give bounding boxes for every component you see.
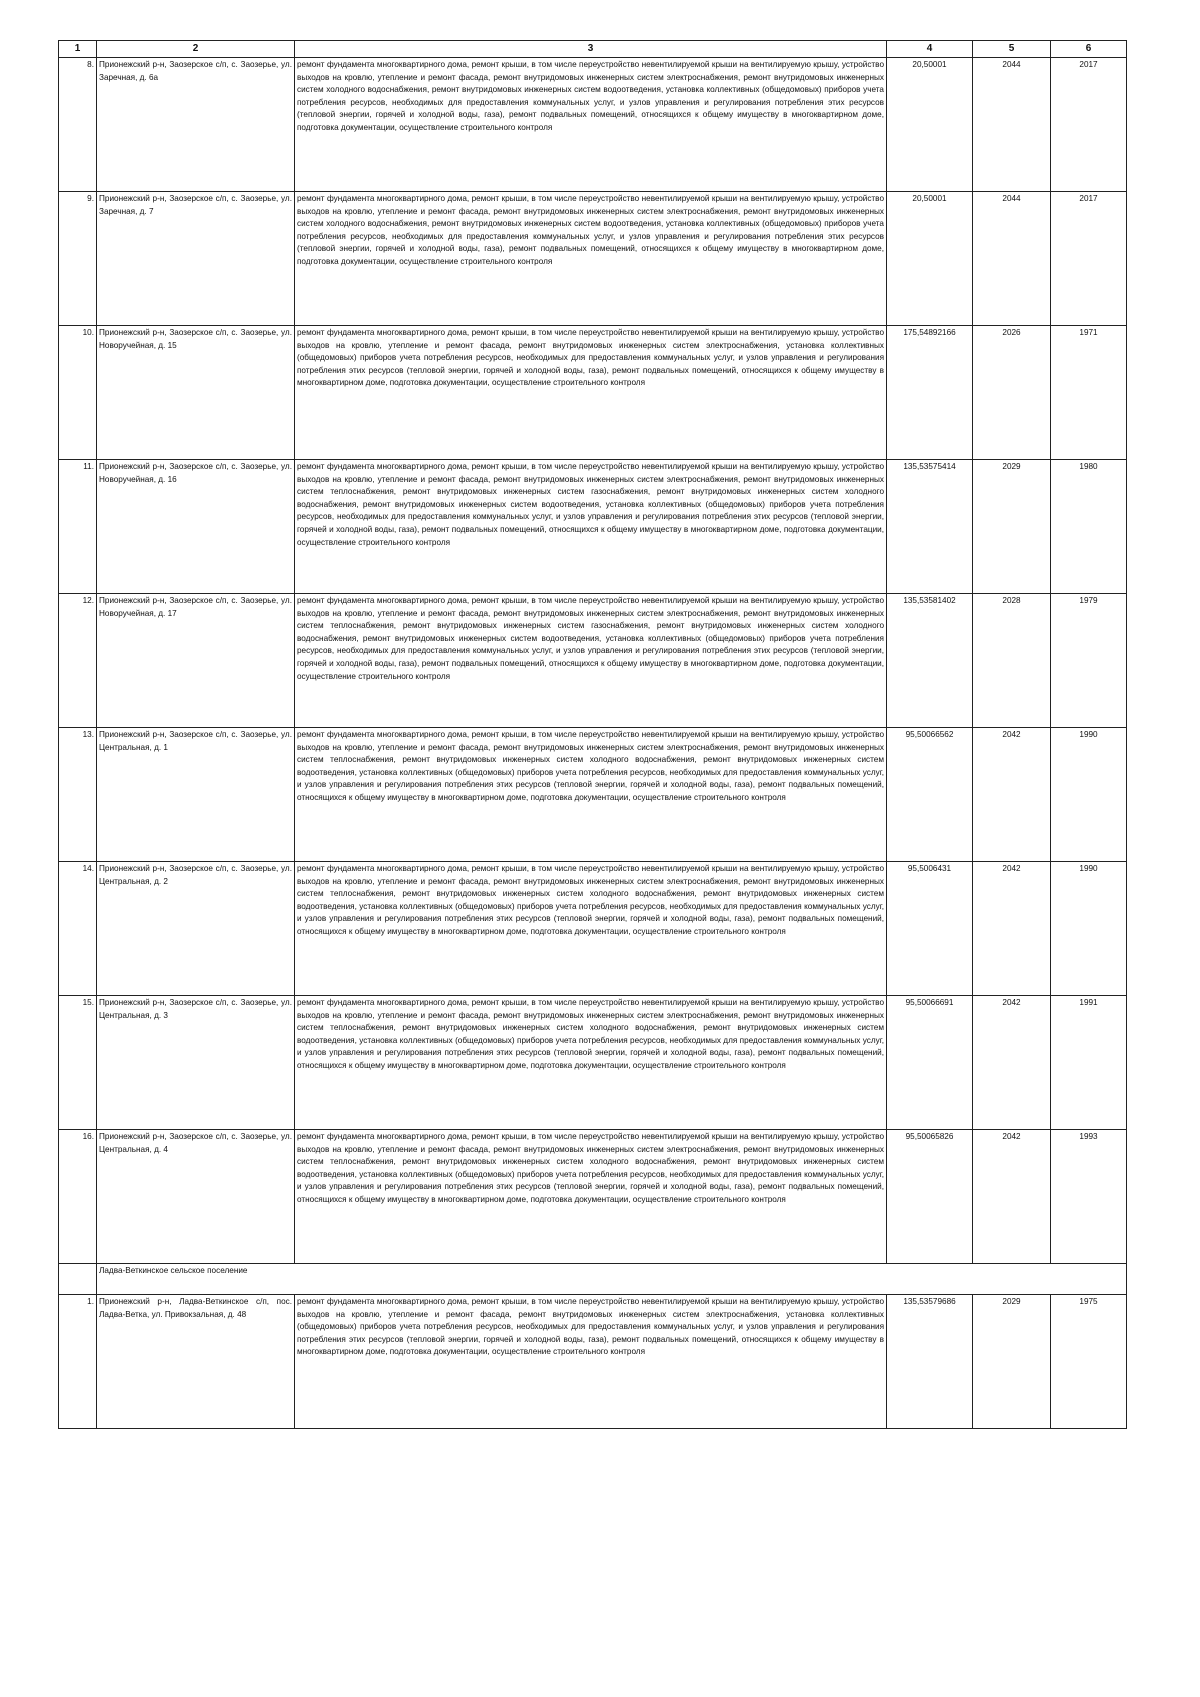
row-value: 95,5006431 — [887, 862, 973, 996]
row-built: 1971 — [1051, 326, 1127, 460]
column-header-2: 2 — [97, 41, 295, 58]
row-year: 2044 — [973, 192, 1051, 326]
row-number: 13. — [59, 728, 97, 862]
row-address: Прионежский р-н, Ладва-Веткинское с/п, пос. Ладва-Ветка, ул. Привокзальная, д. 48 — [97, 1295, 295, 1429]
row-value: 175,54892166 — [887, 326, 973, 460]
row-works: ремонт фундамента многоквартирного дома, ремонт крыши, в том числе переустройство невентилируемой крыши на вентилируемую крышу, устройство выходов на кровлю, утепление и ремонт фасада, ремонт внутридомовых инженерных систем электроснабжения, ремонт внутридомовых инженерных систем теплоснабжения, ремонт внутридомовых инженерных систем холодного водоснабжения, ремонт внутридомовых инженерных систем водоотведения, установка коллективных (общедомовых) приборов учета потребления ресурсов, необходимых для предоставления коммунальных услуг, и узлов управления и регулирования потребления этих ресурсов (тепловой энергии, горячей и холодной воды, газа), ремонт подвальных помещений, относящихся к общему имуществу в многоквартирном доме, подготовка документации, осуществление строительного контроля — [295, 996, 887, 1130]
table-header-row — [59, 41, 1127, 58]
row-built: 1975 — [1051, 1295, 1127, 1429]
table-row — [59, 192, 1127, 326]
table-row — [59, 728, 1127, 862]
section-number-cell — [59, 1264, 97, 1295]
row-built: 1979 — [1051, 594, 1127, 728]
row-works: ремонт фундамента многоквартирного дома, ремонт крыши, в том числе переустройство невентилируемой крыши на вентилируемую крышу, устройство выходов на кровлю, утепление и ремонт фасада, ремонт внутридомовых инженерных систем электроснабжения, ремонт внутридомовых инженерных систем холодного водоснабжения, ремонт внутридомовых инженерных систем водоотведения, установка коллективных (общедомовых) приборов учета потребления ресурсов, необходимых для предоставления коммунальных услуг, и узлов управления и регулирования потребления этих ресурсов (тепловой энергии, горячей и холодной воды, газа), ремонт подвальных помещений, относящихся к общему имуществу в многоквартирном доме, подготовка документации, осуществление строительного контроля — [295, 58, 887, 192]
row-works: ремонт фундамента многоквартирного дома, ремонт крыши, в том числе переустройство невентилируемой крыши на вентилируемую крышу, устройство выходов на кровлю, утепление и ремонт фасада, ремонт внутридомовых инженерных систем электроснабжения, ремонт внутридомовых инженерных систем теплоснабжения, ремонт внутридомовых инженерных систем холодного водоснабжения, ремонт внутридомовых инженерных систем водоотведения, установка коллективных (общедомовых) приборов учета потребления ресурсов, необходимых для предоставления коммунальных услуг, и узлов управления и регулирования потребления этих ресурсов (тепловой энергии, горячей и холодной воды, газа), ремонт подвальных помещений, относящихся к общему имуществу в многоквартирном доме, подготовка документации, осуществление строительного контроля — [295, 862, 887, 996]
row-works: ремонт фундамента многоквартирного дома, ремонт крыши, в том числе переустройство невентилируемой крыши на вентилируемую крышу, устройство выходов на кровлю, утепление и ремонт фасада, ремонт внутридомовых инженерных систем электроснабжения, ремонт внутридомовых инженерных систем теплоснабжения, ремонт внутридомовых инженерных систем холодного водоснабжения, ремонт внутридомовых инженерных систем водоотведения, установка коллективных (общедомовых) приборов учета потребления ресурсов, необходимых для предоставления коммунальных услуг, и узлов управления и регулирования потребления этих ресурсов (тепловой энергии, горячей и холодной воды, газа), ремонт подвальных помещений, относящихся к общему имуществу в многоквартирном доме, подготовка документации, осуществление строительного контроля — [295, 1130, 887, 1264]
works-table — [58, 40, 1127, 1429]
table-row — [59, 1295, 1127, 1429]
row-works: ремонт фундамента многоквартирного дома, ремонт крыши, в том числе переустройство невентилируемой крыши на вентилируемую крышу, устройство выходов на кровлю, утепление и ремонт фасада, ремонт внутридомовых инженерных систем электроснабжения, ремонт внутридомовых инженерных систем холодного водоснабжения, ремонт внутридомовых инженерных систем водоотведения, установка коллективных (общедомовых) приборов учета потребления ресурсов, необходимых для предоставления коммунальных услуг, и узлов управления и регулирования потребления этих ресурсов (тепловой энергии, горячей и холодной воды, газа), ремонт подвальных помещений, относящихся к общему имуществу в многоквартирном доме, подготовка документации, осуществление строительного контроля — [295, 192, 887, 326]
row-works: ремонт фундамента многоквартирного дома, ремонт крыши, в том числе переустройство невентилируемой крыши на вентилируемую крышу, устройство выходов на кровлю, утепление и ремонт фасада, ремонт внутридомовых инженерных систем электроснабжения, установка коллективных (общедомовых) приборов учета потребления ресурсов, необходимых для предоставления коммунальных услуг, и узлов управления и регулирования потребления этих ресурсов (тепловой энергии, горячей и холодной воды, газа), ремонт подвальных помещений, относящихся к общему имуществу в многоквартирном доме, подготовка документации, осуществление строительного контроля — [295, 1295, 887, 1429]
column-header-6: 6 — [1051, 41, 1127, 58]
table-row — [59, 862, 1127, 996]
row-value: 95,50066562 — [887, 728, 973, 862]
row-address: Прионежский р-н, Заозерское с/п, с. Заозерье, ул. Центральная, д. 2 — [97, 862, 295, 996]
row-works: ремонт фундамента многоквартирного дома, ремонт крыши, в том числе переустройство невентилируемой крыши на вентилируемую крышу, устройство выходов на кровлю, утепление и ремонт фасада, ремонт внутридомовых инженерных систем электроснабжения, установка коллективных (общедомовых) приборов учета потребления ресурсов, необходимых для предоставления коммунальных услуг, и узлов управления и регулирования потребления этих ресурсов (тепловой энергии, горячей и холодной воды, газа), ремонт подвальных помещений, относящихся к общему имуществу в многоквартирном доме, подготовка документации, осуществление строительного контроля — [295, 326, 887, 460]
row-address: Прионежский р-н, Заозерское с/п, с. Заозерье, ул. Новоручейная, д. 16 — [97, 460, 295, 594]
row-address: Прионежский р-н, Заозерское с/п, с. Заозерье, ул. Центральная, д. 4 — [97, 1130, 295, 1264]
column-header-1: 1 — [59, 41, 97, 58]
row-number: 16. — [59, 1130, 97, 1264]
row-value: 20,50001 — [887, 192, 973, 326]
row-built: 2017 — [1051, 192, 1127, 326]
row-works: ремонт фундамента многоквартирного дома, ремонт крыши, в том числе переустройство невентилируемой крыши на вентилируемую крышу, устройство выходов на кровлю, утепление и ремонт фасада, ремонт внутридомовых инженерных систем электроснабжения, ремонт внутридомовых инженерных систем теплоснабжения, ремонт внутридомовых инженерных систем газоснабжения, ремонт внутридомовых инженерных систем холодного водоснабжения, ремонт внутридомовых инженерных систем водоотведения, установка коллективных (общедомовых) приборов учета потребления ресурсов, необходимых для предоставления коммунальных услуг, и узлов управления и регулирования потребления этих ресурсов (тепловой энергии, горячей и холодной воды, газа), ремонт подвальных помещений, относящихся к общему имуществу в многоквартирном доме, подготовка документации, осуществление строительного контроля — [295, 594, 887, 728]
row-number: 1. — [59, 1295, 97, 1429]
table-row — [59, 1130, 1127, 1264]
row-year: 2042 — [973, 1130, 1051, 1264]
table-row — [59, 460, 1127, 594]
row-works: ремонт фундамента многоквартирного дома, ремонт крыши, в том числе переустройство невентилируемой крыши на вентилируемую крышу, устройство выходов на кровлю, утепление и ремонт фасада, ремонт внутридомовых инженерных систем электроснабжения, ремонт внутридомовых инженерных систем теплоснабжения, ремонт внутридомовых инженерных систем газоснабжения, ремонт внутридомовых инженерных систем холодного водоснабжения, ремонт внутридомовых инженерных систем водоотведения, установка коллективных (общедомовых) приборов учета потребления ресурсов, необходимых для предоставления коммунальных услуг, и узлов управления и регулирования потребления этих ресурсов (тепловой энергии, горячей и холодной воды, газа), ремонт подвальных помещений, относящихся к общему имуществу в многоквартирном доме, подготовка документации, осуществление строительного контроля — [295, 460, 887, 594]
row-address: Прионежский р-н, Заозерское с/п, с. Заозерье, ул. Центральная, д. 1 — [97, 728, 295, 862]
column-header-4: 4 — [887, 41, 973, 58]
row-value: 95,50065826 — [887, 1130, 973, 1264]
row-built: 1990 — [1051, 728, 1127, 862]
row-year: 2028 — [973, 594, 1051, 728]
row-address: Прионежский р-н, Заозерское с/п, с. Заозерье, ул. Новоручейная, д. 17 — [97, 594, 295, 728]
row-built: 1991 — [1051, 996, 1127, 1130]
column-header-5: 5 — [973, 41, 1051, 58]
row-address: Прионежский р-н, Заозерское с/п, с. Заозерье, ул. Новоручейная, д. 15 — [97, 326, 295, 460]
column-header-3: 3 — [295, 41, 887, 58]
table-row — [59, 996, 1127, 1130]
row-year: 2029 — [973, 1295, 1051, 1429]
row-value: 135,53575414 — [887, 460, 973, 594]
row-year: 2029 — [973, 460, 1051, 594]
row-year: 2042 — [973, 862, 1051, 996]
row-built: 2017 — [1051, 58, 1127, 192]
row-works: ремонт фундамента многоквартирного дома, ремонт крыши, в том числе переустройство невентилируемой крыши на вентилируемую крышу, устройство выходов на кровлю, утепление и ремонт фасада, ремонт внутридомовых инженерных систем электроснабжения, ремонт внутридомовых инженерных систем теплоснабжения, ремонт внутридомовых инженерных систем холодного водоснабжения, ремонт внутридомовых инженерных систем водоотведения, установка коллективных (общедомовых) приборов учета потребления ресурсов, необходимых для предоставления коммунальных услуг, и узлов управления и регулирования потребления этих ресурсов (тепловой энергии, горячей и холодной воды, газа), ремонт подвальных помещений, относящихся к общему имуществу в многоквартирном доме, подготовка документации, осуществление строительного контроля — [295, 728, 887, 862]
row-number: 9. — [59, 192, 97, 326]
row-value: 20,50001 — [887, 58, 973, 192]
table-row — [59, 58, 1127, 192]
row-number: 8. — [59, 58, 97, 192]
section-title: Ладва-Веткинское сельское поселение — [97, 1264, 1127, 1295]
row-value: 95,50066691 — [887, 996, 973, 1130]
row-number: 10. — [59, 326, 97, 460]
row-year: 2042 — [973, 728, 1051, 862]
row-number: 11. — [59, 460, 97, 594]
row-year: 2042 — [973, 996, 1051, 1130]
row-built: 1993 — [1051, 1130, 1127, 1264]
table-row — [59, 326, 1127, 460]
row-value: 135,53581402 — [887, 594, 973, 728]
row-address: Прионежский р-н, Заозерское с/п, с. Заозерье, ул. Заречная, д. 6а — [97, 58, 295, 192]
row-address: Прионежский р-н, Заозерское с/п, с. Заозерье, ул. Заречная, д. 7 — [97, 192, 295, 326]
row-number: 15. — [59, 996, 97, 1130]
row-year: 2026 — [973, 326, 1051, 460]
row-built: 1980 — [1051, 460, 1127, 594]
row-address: Прионежский р-н, Заозерское с/п, с. Заозерье, ул. Центральная, д. 3 — [97, 996, 295, 1130]
section-row — [59, 1264, 1127, 1295]
row-number: 14. — [59, 862, 97, 996]
table-row — [59, 594, 1127, 728]
row-built: 1990 — [1051, 862, 1127, 996]
row-year: 2044 — [973, 58, 1051, 192]
row-value: 135,53579686 — [887, 1295, 973, 1429]
row-number: 12. — [59, 594, 97, 728]
